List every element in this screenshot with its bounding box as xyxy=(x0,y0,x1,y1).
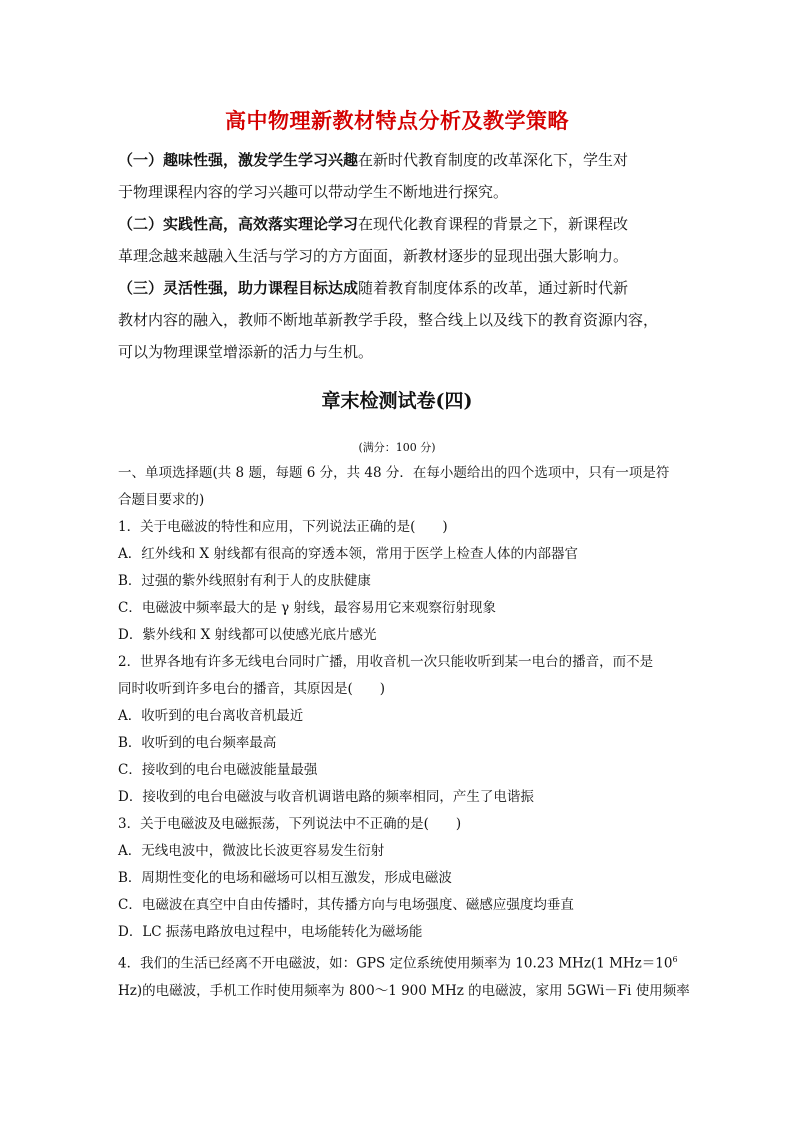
paragraph-line xyxy=(118,208,678,240)
section-heading: （一）趣味性强，激发学生学习兴趣 xyxy=(118,151,359,169)
option-a: A．收听到的电台离收音机最近 xyxy=(118,708,304,724)
option-d: D．LC 振荡电路放电过程中，电场能转化为磁场能 xyxy=(118,924,423,940)
option-a: A．红外线和 X 射线都有很高的穿透本领，常用于医学上检查人体的内部器官 xyxy=(118,546,578,562)
part-instructions: 一、单项选择题(共 8 题，每题 6 分，共 48 分．在每小题给出的四个选项中，只有一项是符 xyxy=(118,465,670,481)
question-stem: Hz)的电磁波，手机工作时使用频率为 800～1 900 MHz 的电磁波，家用 5GWi－Fi 使用频率 xyxy=(118,982,690,999)
option-d: D．接收到的电台电磁波与收音机调谐电路的频率相同，产生了电谐振 xyxy=(118,789,534,805)
question-stem: 同时收听到许多电台的播音，其原因是( ) xyxy=(118,681,386,697)
exam-title: 章末检测试卷(四) xyxy=(321,390,473,412)
superscript-exponent: 6 xyxy=(672,955,678,964)
part-instructions: 合题目要求的) xyxy=(118,492,205,508)
option-a: A．无线电波中，微波比长波更容易发生衍射 xyxy=(118,843,385,859)
option-c: C．电磁波在真空中自由传播时，其传播方向与电场强度、磁感应强度均垂直 xyxy=(118,897,574,913)
section-heading: （三）灵活性强，助力课程目标达成 xyxy=(118,279,359,297)
paragraph-text: 随着教育制度体系的改革，通过新时代新 xyxy=(358,279,629,297)
question-stem: 1．关于电磁波的特性和应用，下列说法正确的是( ) xyxy=(118,519,448,535)
paragraph-text: 在现代化教育课程的背景之下，新课程改 xyxy=(358,215,629,233)
option-c: C．接收到的电台电磁波能量最强 xyxy=(118,762,318,778)
paragraph-text: 在新时代教育制度的改革深化下，学生对 xyxy=(358,151,629,169)
question-stem: 3．关于电磁波及电磁振荡，下列说法中不正确的是( ) xyxy=(118,816,462,832)
question-stem xyxy=(118,946,678,978)
paragraph-line xyxy=(118,272,678,304)
document-title: 高中物理新教材特点分析及教学策略 xyxy=(225,108,569,133)
section-paragraph-2 xyxy=(118,208,678,272)
question-stem-text: 4．我们的生活已经离不开电磁波，如：GPS 定位系统使用频率为 10.23 MHz(1 MHz＝10 xyxy=(118,955,673,972)
option-b: B．收听到的电台频率最高 xyxy=(118,735,277,751)
paragraph-line xyxy=(118,144,678,176)
paragraph-text: 可以为物理课堂增添新的活力与生机。 xyxy=(118,343,374,361)
paragraph-text: 于物理课程内容的学习兴趣可以带动学生不断地进行探究。 xyxy=(118,183,509,201)
option-b: B．过强的紫外线照射有利于人的皮肤健康 xyxy=(118,573,371,589)
option-b: B．周期性变化的电场和磁场可以相互激发，形成电磁波 xyxy=(118,870,452,886)
paragraph-text: 教材内容的融入，教师不断地革新教学手段，整合线上以及线下的教育资源内容， xyxy=(118,311,659,329)
section-paragraph-1 xyxy=(118,144,678,208)
paragraph-text: 革理念越来越融入生活与学习的方方面面，新教材逐步的显现出强大影响力。 xyxy=(118,247,629,265)
score-note: (满分：100 分) xyxy=(358,441,436,454)
section-paragraph-3 xyxy=(118,272,678,368)
option-c: C．电磁波中频率最大的是 γ 射线，最容易用它来观察衍射现象 xyxy=(118,600,496,616)
question-list xyxy=(118,460,690,1005)
option-d: D．紫外线和 X 射线都可以使感光底片感光 xyxy=(118,627,377,643)
question-stem: 2．世界各地有许多无线电台同时广播，用收音机一次只能收听到某一电台的播音，而不是 xyxy=(118,654,654,670)
section-heading: （二）实践性高，高效落实理论学习 xyxy=(118,215,359,233)
